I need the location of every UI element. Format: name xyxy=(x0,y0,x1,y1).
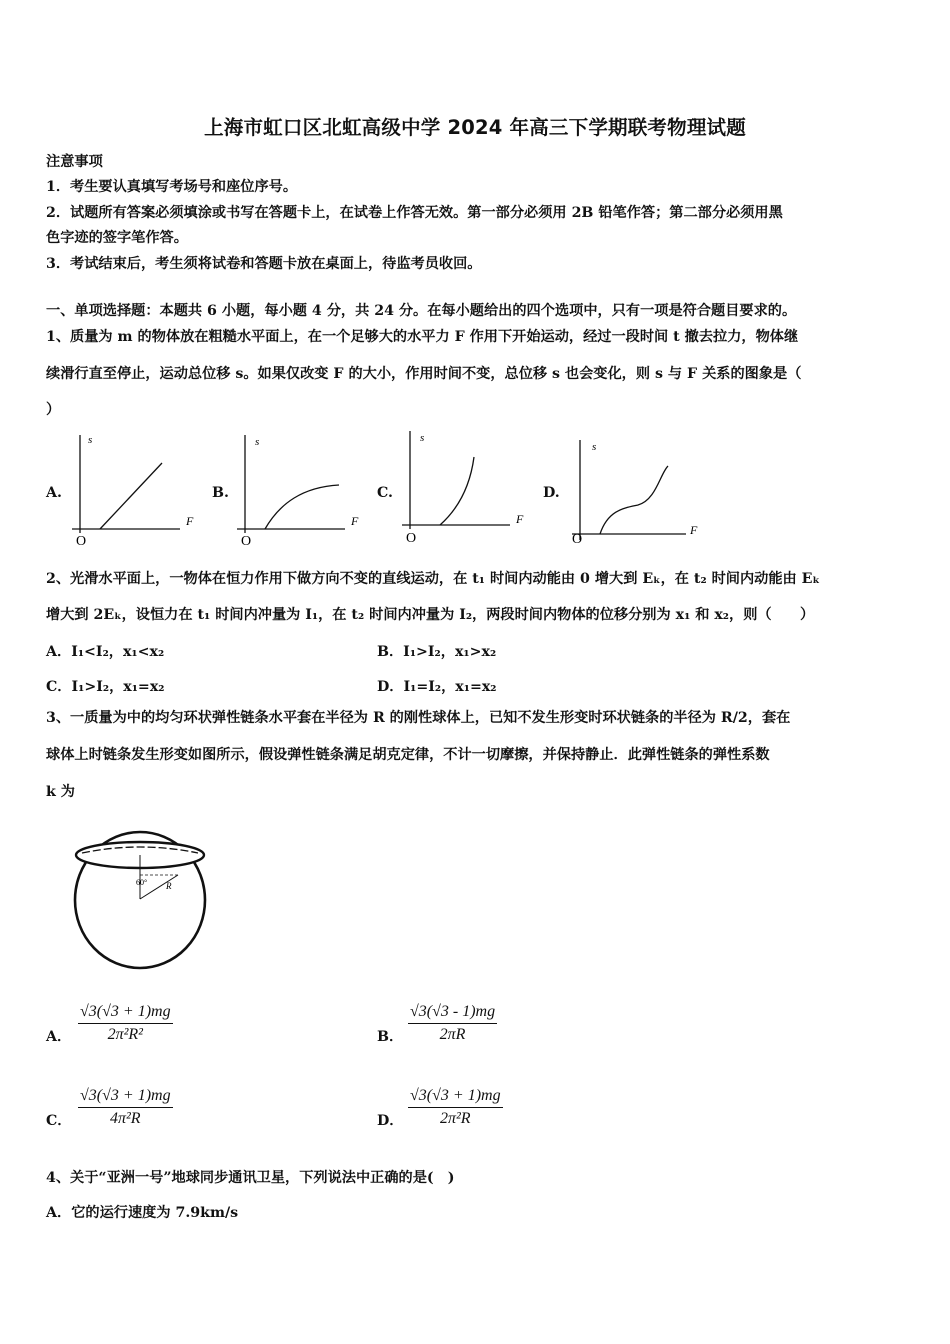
q1-option-d-label: D. xyxy=(543,485,560,501)
notice-item-2b: 色字迹的签字笔作答。 xyxy=(46,230,188,246)
notice-heading: 注意事项 xyxy=(46,154,103,170)
q3-option-a-formula xyxy=(78,1003,173,1044)
q1-graph-d xyxy=(560,430,720,555)
q3-line-3: k 为 xyxy=(46,784,75,800)
q3-option-b-formula xyxy=(408,1003,497,1044)
q1-graph-b-ylabel: s xyxy=(255,436,260,448)
q1-graph-a-xlabel: F xyxy=(186,514,194,528)
q1-graph-c xyxy=(390,425,540,550)
q1-graph-b xyxy=(225,425,375,550)
q2-option-c: C．I₁>I₂，x₁=x₂ xyxy=(46,679,165,695)
q1-graph-d-origin: O xyxy=(572,532,583,547)
q2-line-1: 2、光滑水平面上，一物体在恒力作用下做方向不变的直线运动，在 t₁ 时间内动能由 0 增大到 Eₖ，在 t₂ 时间内动能由 Eₖ xyxy=(46,571,820,587)
q1-graph-a xyxy=(60,425,210,550)
q3-line-1: 3、一质量为中的均匀环状弹性链条水平套在半径为 R 的刚性球体上，已知不发生形变时环状链条的半径为 R/2，套在 xyxy=(46,710,791,726)
q3-option-d-formula xyxy=(408,1087,503,1128)
q3-option-d-label: D． xyxy=(377,1113,404,1129)
q3-option-d-numerator: √3(√3 + 1)mg xyxy=(408,1087,503,1108)
section-heading: 一、单项选择题：本题共 6 小题，每小题 4 分，共 24 分。在每小题给出的四个选项中，只有一项是符合题目要求的。 xyxy=(46,303,797,319)
q2-option-d: D．I₁=I₂，x₁=x₂ xyxy=(377,679,497,695)
q3-option-b-numerator: √3(√3 - 1)mg xyxy=(408,1003,497,1024)
q1-line-3: ） xyxy=(46,402,61,418)
q3-angle-label: 60° xyxy=(136,878,148,887)
q3-line-2: 球体上时链条发生形变如图所示，假设弹性链条满足胡克定律，不计一切摩擦，并保持静止．此弹性链条的弹性系数 xyxy=(46,747,770,763)
notice-item-3: 3．考试结束后，考生须将试卷和答题卡放在桌面上，待监考员收回。 xyxy=(46,256,482,272)
q1-graph-c-origin: O xyxy=(406,531,417,546)
q3-option-a-denominator: 2π²R² xyxy=(107,1026,143,1043)
q3-option-a-label: A． xyxy=(46,1029,72,1045)
q1-graph-a-origin: O xyxy=(76,534,87,549)
q3-option-c-label: C． xyxy=(46,1113,72,1129)
q1-option-b-label: B. xyxy=(212,485,229,501)
q3-option-c-denominator: 4π²R xyxy=(109,1110,141,1127)
q1-graph-c-xlabel: F xyxy=(516,512,524,526)
q1-option-a-label: A. xyxy=(46,485,62,501)
q3-option-b-label: B． xyxy=(377,1029,404,1045)
q1-line-2: 续滑行直至停止，运动总位移 s。如果仅改变 F 的大小，作用时间不变，总位移 s 也会变化，则 s 与 F 关系的图象是（ xyxy=(46,366,802,382)
q3-option-a-numerator: √3(√3 + 1)mg xyxy=(78,1003,173,1024)
q1-graph-d-ylabel: s xyxy=(592,441,597,453)
q4-line-1: 4、关于“亚洲一号”地球同步通讯卫星，下列说法中正确的是( ) xyxy=(46,1170,455,1186)
q1-line-1: 1、质量为 m 的物体放在粗糙水平面上，在一个足够大的水平力 F 作用下开始运动，经过一段时间 t 撤去拉力，物体继 xyxy=(46,329,799,345)
q3-option-c-numerator: √3(√3 + 1)mg xyxy=(78,1087,173,1108)
q1-graph-b-xlabel: F xyxy=(351,514,359,528)
q3-sphere-figure xyxy=(60,815,220,970)
page-title: 上海市虹口区北虹高级中学 2024 年高三下学期联考物理试题 xyxy=(204,116,746,139)
notice-item-2a: 2．试题所有答案必须填涂或书写在答题卡上，在试卷上作答无效。第一部分必须用 2B 铅笔作答；第二部分必须用黑 xyxy=(46,205,783,221)
q4-option-a: A．它的运行速度为 7.9km/s xyxy=(46,1205,239,1221)
q2-line-2: 增大到 2Eₖ，设恒力在 t₁ 时间内冲量为 I₁，在 t₂ 时间内冲量为 I₂，两段时间内物体的位移分别为 x₁ 和 x₂，则（ ） xyxy=(46,607,815,623)
q1-graph-c-ylabel: s xyxy=(420,432,425,444)
q3-option-d-denominator: 2π²R xyxy=(439,1110,471,1127)
q1-graph-b-origin: O xyxy=(241,534,252,549)
q2-option-a: A．I₁<I₂，x₁<x₂ xyxy=(46,644,165,660)
notice-item-1: 1．考生要认真填写考场号和座位序号。 xyxy=(46,179,298,195)
q1-graph-a-ylabel: s xyxy=(88,434,93,446)
q3-option-c-formula xyxy=(78,1087,173,1128)
q3-radius-label: R xyxy=(166,881,172,891)
q2-option-b: B．I₁>I₂，x₁>x₂ xyxy=(377,644,497,660)
q1-option-c-label: C. xyxy=(377,485,393,501)
q1-graph-d-xlabel: F xyxy=(690,523,698,537)
q3-option-b-denominator: 2πR xyxy=(439,1026,466,1043)
